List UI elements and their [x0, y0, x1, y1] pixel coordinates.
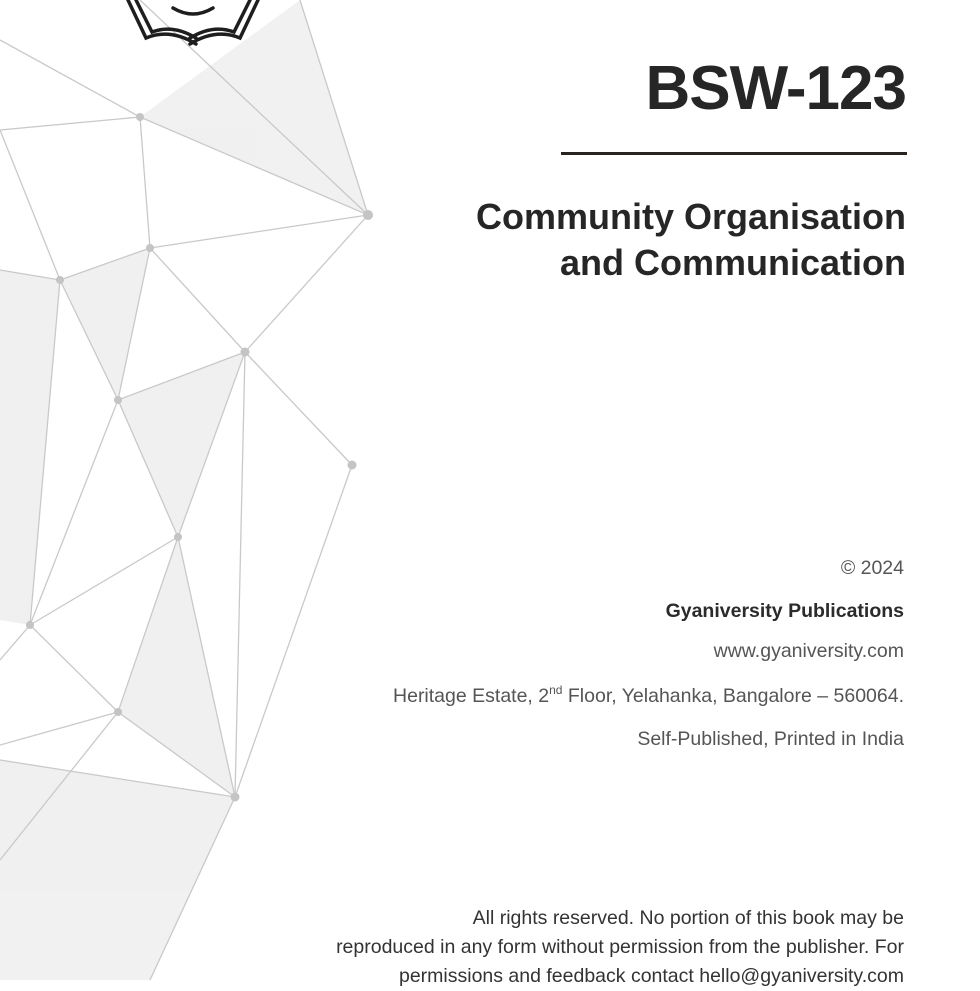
publisher-address	[393, 683, 904, 708]
course-code: BSW-123	[645, 54, 906, 123]
address-ordinal-suffix: nd	[549, 683, 563, 697]
rights-notice	[144, 904, 904, 991]
publisher-name: Gyaniversity Publications	[665, 600, 904, 622]
open-book-logo-icon	[118, 0, 268, 50]
book-title	[346, 194, 906, 286]
copyright-year: © 2024	[840, 557, 904, 579]
address-part-2: Floor, Yelahanka, Bangalore – 560064.	[562, 685, 904, 707]
book-title-line-2: and Communication	[559, 242, 906, 283]
rights-line-3: permissions and feedback contact hello@gyaniversity.com	[398, 965, 904, 987]
publisher-website: www.gyaniversity.com	[713, 640, 904, 662]
book-title-line-1: Community Organisation	[475, 196, 906, 237]
address-part-1: Heritage Estate, 2	[393, 685, 550, 707]
rights-line-2: reproduced in any form without permission from the publisher. For	[336, 936, 904, 958]
title-divider	[561, 152, 907, 155]
rights-line-1: All rights reserved. No portion of this book may be	[472, 907, 904, 929]
print-info: Self-Published, Printed in India	[637, 728, 904, 750]
